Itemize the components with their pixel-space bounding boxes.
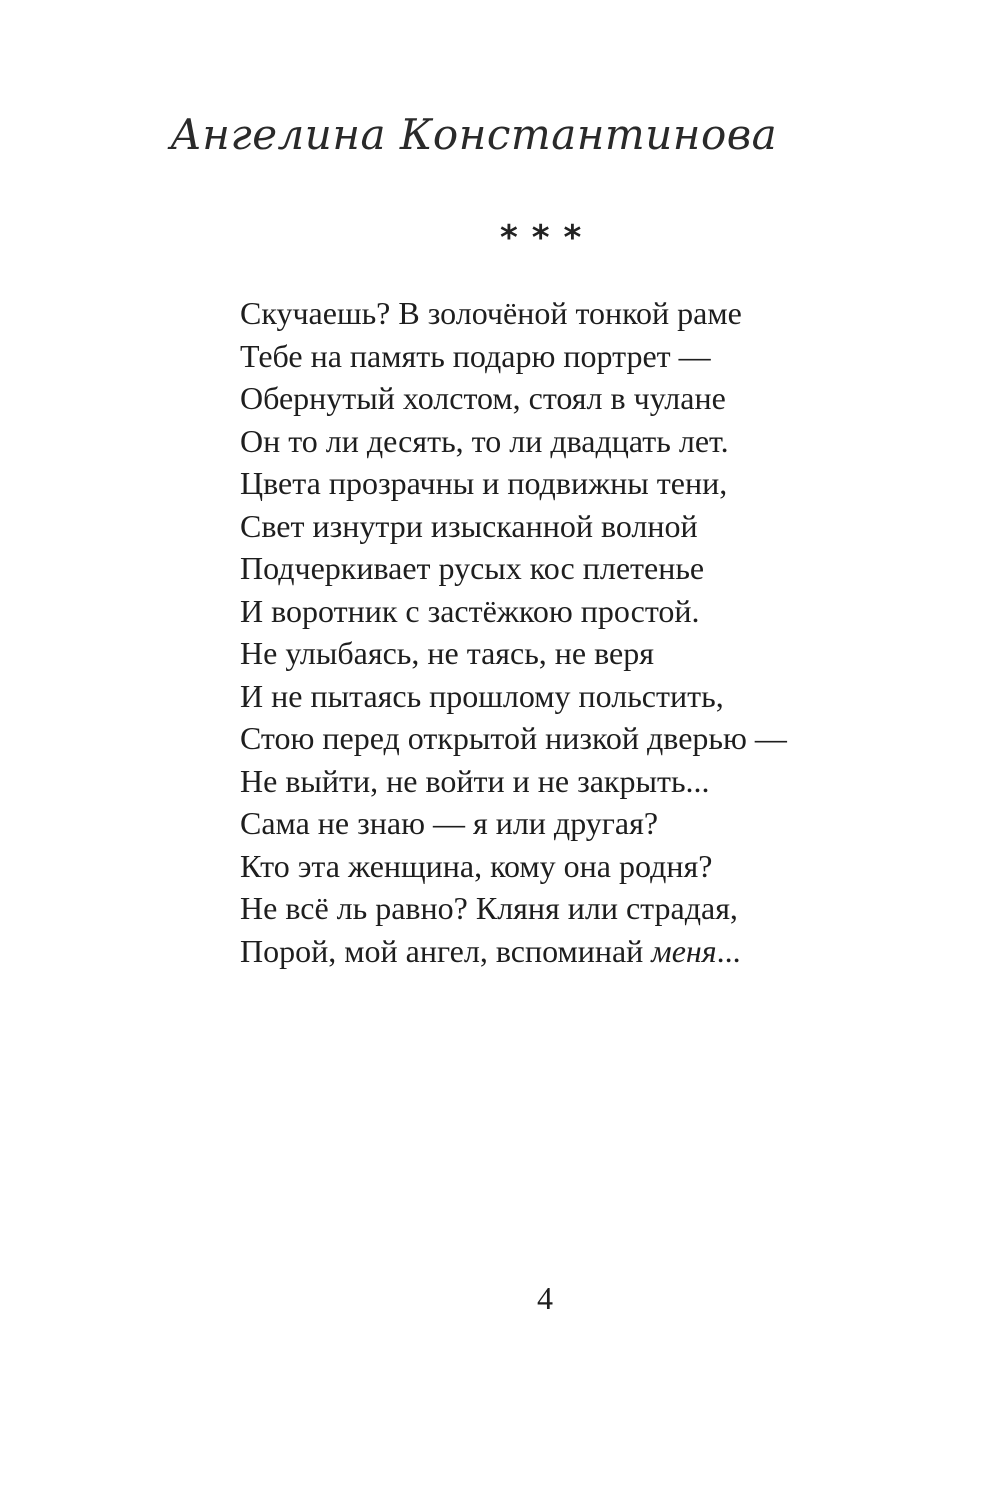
poem (240, 292, 920, 972)
poem-line: Стою перед открытой низкой дверью — (240, 720, 787, 756)
poem-last-line-end: ... (716, 932, 741, 969)
poem-line: Цвета прозрачны и подвижны тени, (240, 465, 728, 501)
poem-last-line-start: Порой, мой ангел, вспоминай (240, 932, 652, 969)
poem-line: Сама не знаю — я или другая? (240, 805, 659, 841)
poem-line: Не выйти, не войти и не закрыть... (240, 762, 710, 799)
poem-last-line (240, 930, 920, 973)
running-head-author: Ангелина Константинова (170, 110, 778, 159)
poem-line: Он то ли десять, то ли двадцать лет. (240, 422, 729, 459)
poem-last-line-emphasis: меня (651, 932, 717, 969)
poem-line: Подчеркивает русых кос плетенье (240, 550, 705, 586)
poem-line: Скучаешь? В золочёной тонкой раме (240, 295, 742, 331)
poem-line: Кто эта женщина, кому она родня? (240, 847, 713, 884)
poem-line: Не улыбаясь, не таясь, не веря (240, 635, 654, 671)
poem-line: Тебе на память подарю портрет — (240, 337, 711, 374)
page-number: 4 (537, 1280, 553, 1316)
poem-line: Обернутый холстом, стоял в чулане (240, 380, 726, 416)
poem-line: И воротник с застёжкою простой. (240, 592, 700, 629)
poem-line: И не пытаясь прошлому польстить, (240, 677, 724, 714)
asterism-divider: *** (500, 218, 596, 258)
poem-line: Не всё ль равно? Кляня или страдая, (240, 890, 738, 926)
poem-line: Свет изнутри изысканной волной (240, 507, 698, 544)
